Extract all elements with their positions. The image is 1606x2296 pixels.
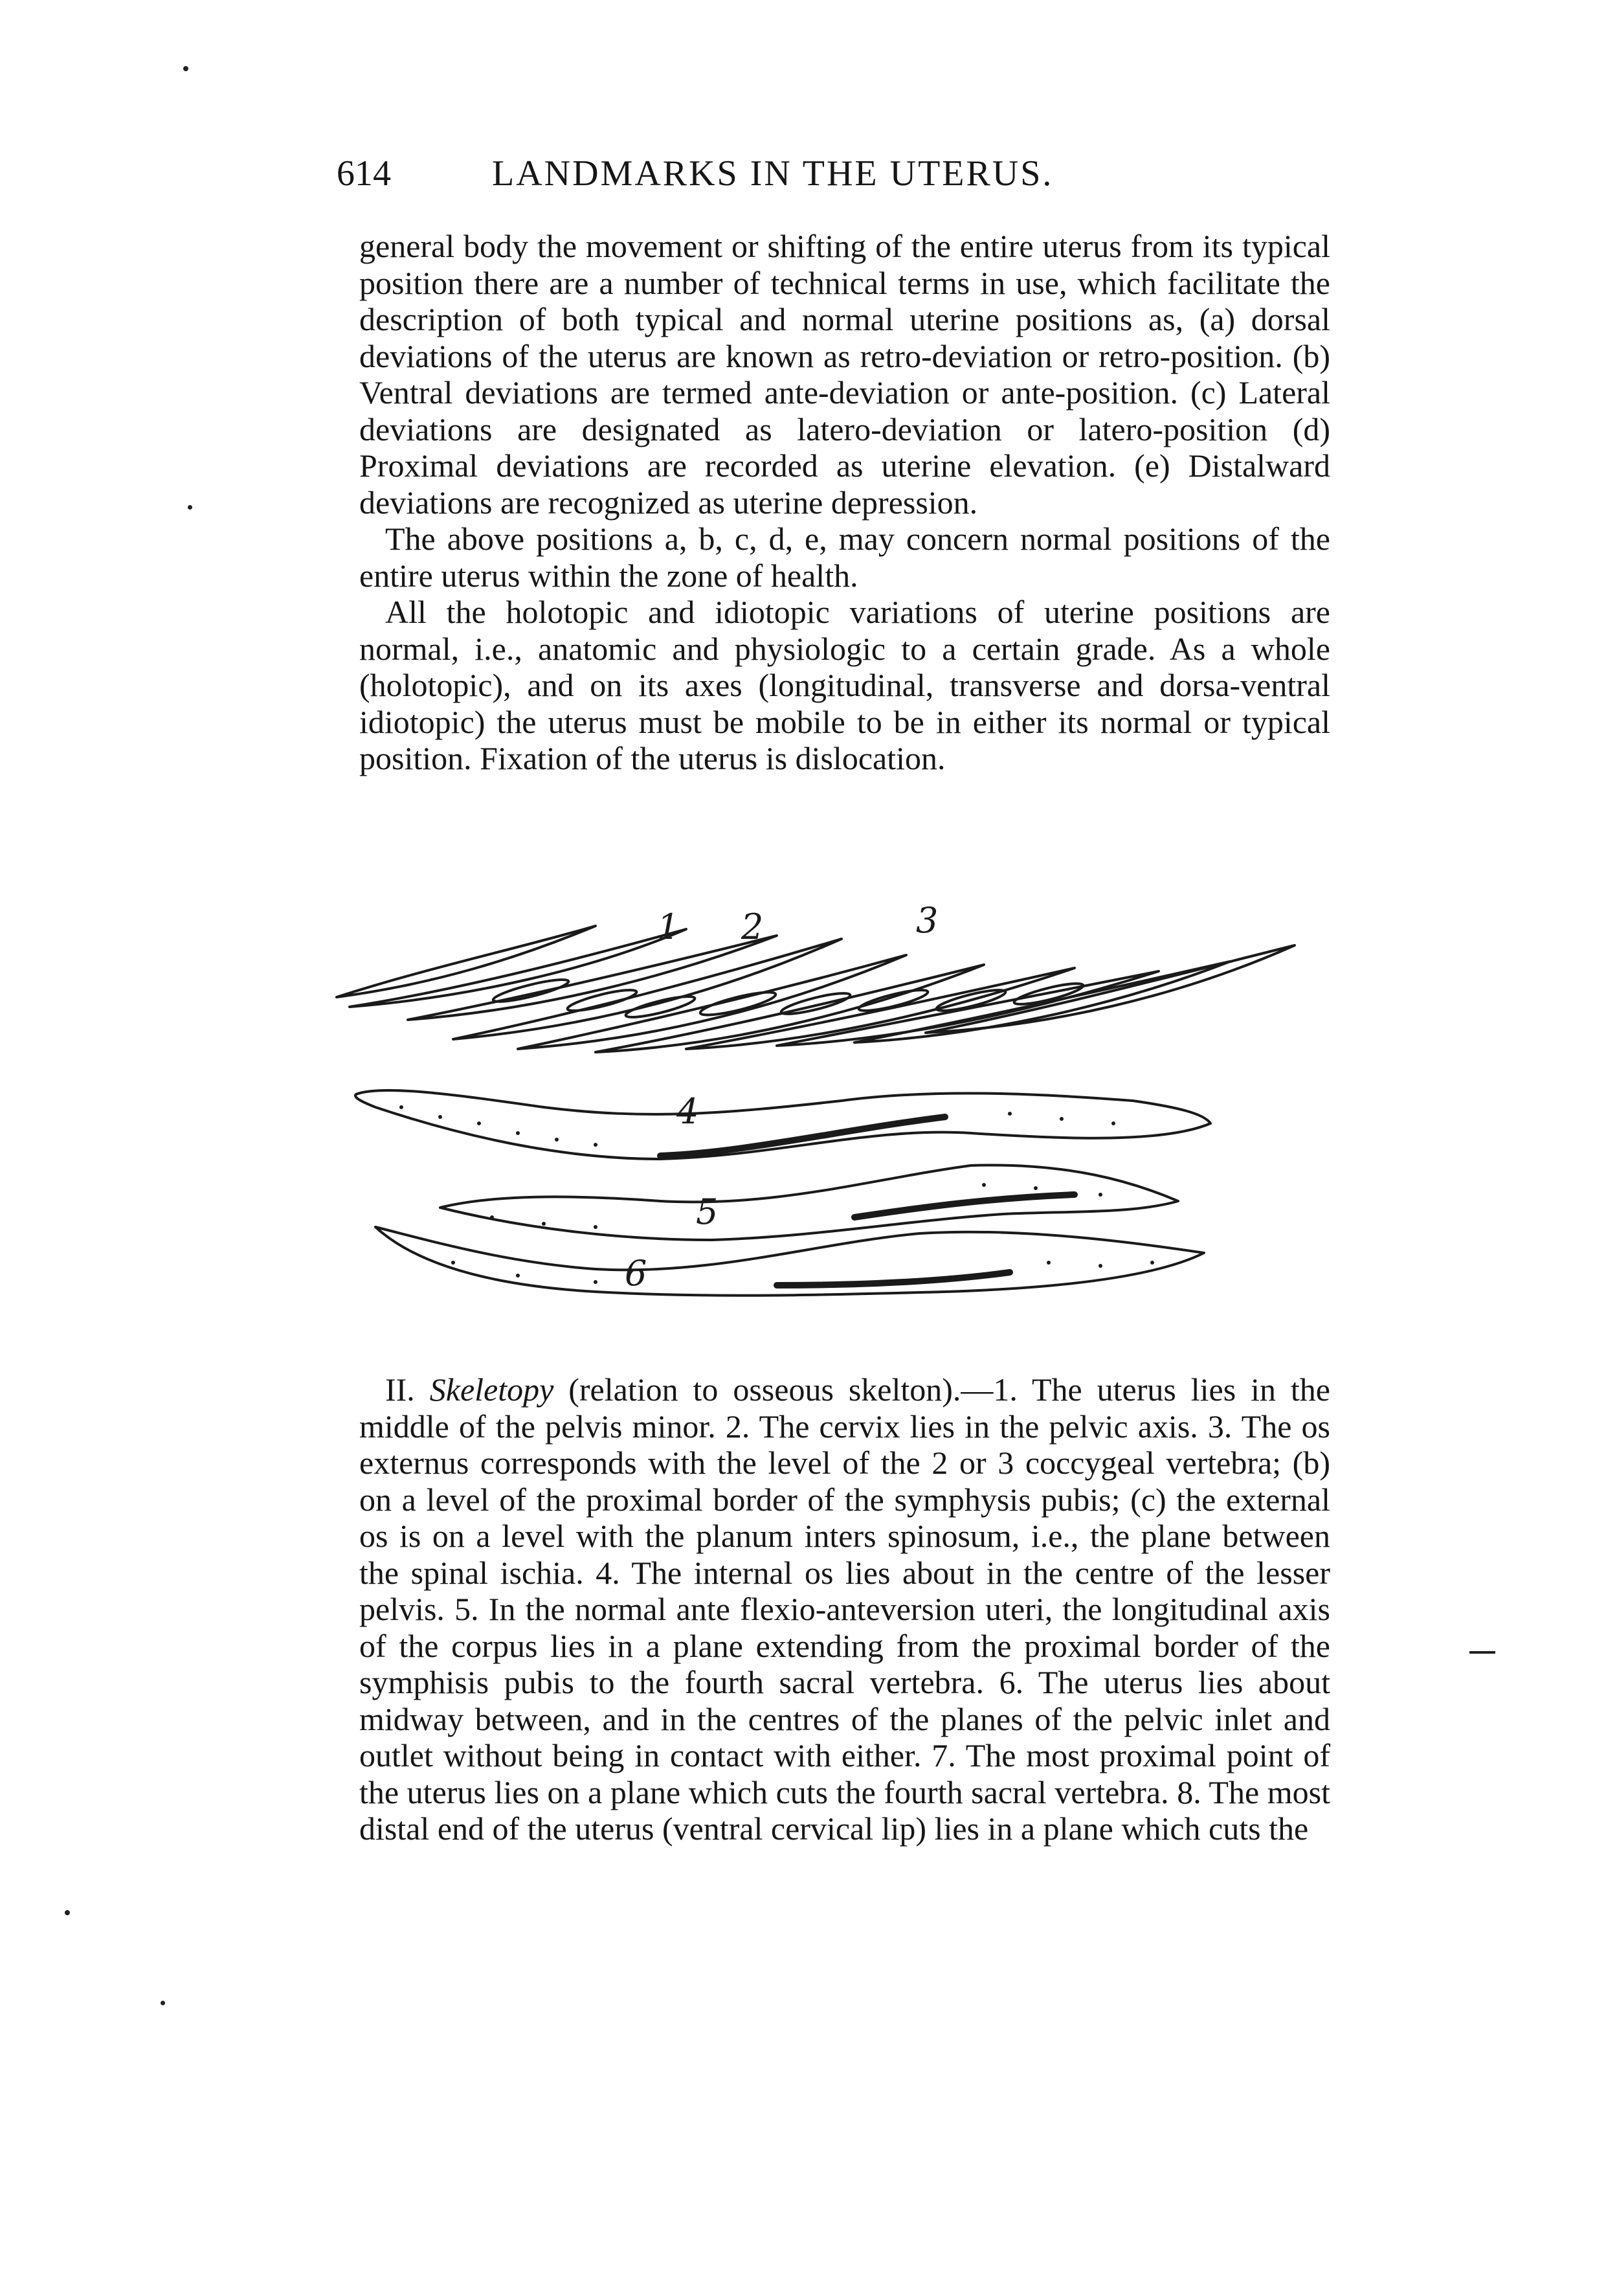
paragraph-skeletopy [359, 1371, 1330, 1847]
paragraph-normal-positions: The above positions a, b, c, d, e, may concern normal positions of the entire uterus within the zone of health. [359, 521, 1330, 594]
running-title: LANDMARKS IN THE UTERUS. [492, 153, 1054, 194]
section-body: (relation to osseous skelton).—1. The uterus lies in the middle of the pelvis minor. 2. The cervix lies in the pelvic axis. 3. The os externus corresponds with the level of the 2 or 3 coccygeal vertebra; (b) on a level of the proximal border of the symphysis pubis; (c) the external os is on a level with the planum inters spinosum, i.e., the plane between the spinal ischia. 4. The internal os lies about in the centre of the lesser pelvis. 5. In the normal ante flexio-anteversion uteri, the longitudinal axis of the corpus lies in a plane extending from the proximal border of the symphisis pubis to the fourth sacral vertebra. 6. The uterus lies about midway between, and in the centres of the planes of the pelvic inlet and outlet without being in contact with either. 7. The most proximal point of the uterus lies on a plane which cuts the fourth sacral vertebra. 8. The most distal end of the uterus (ventral cervical lip) lies in a plane which cuts the [359, 1371, 1331, 1847]
scan-speck [161, 2001, 165, 2005]
scan-mark [1469, 1651, 1495, 1654]
figure-label-5: 5 [696, 1191, 719, 1232]
paragraph-deviation-terms: general body the movement or shifting of the entire uterus from its typical position there are a number of technical terms in use, which facilitate the description of both typical and normal uterine positions as, (a) dorsal deviations of the uterus are known as retro-deviation or retro-position. (b) Ventral deviations are termed ante-deviation or ante-position. (c) Lateral deviations are designated as latero-deviation or latero-position (d) Proximal deviations are recorded as uterine elevation. (e) Distalward deviations are recognized as uterine depression. [359, 228, 1330, 521]
muscle-cell-illustration [324, 900, 1333, 1301]
figure-label-3: 3 [916, 900, 939, 941]
scan-speck [65, 1910, 70, 1915]
running-header [337, 148, 1346, 199]
figure-label-6: 6 [625, 1253, 647, 1294]
figure-label-2: 2 [741, 906, 764, 947]
figure-label-1: 1 [657, 906, 680, 947]
cell-4-outline [355, 1090, 1210, 1159]
cell-5-outline [440, 1165, 1178, 1240]
figure-label-4: 4 [676, 1091, 699, 1132]
section-number: II. [385, 1371, 415, 1408]
page-number: 614 [337, 153, 391, 194]
section-term: Skeletopy [429, 1371, 554, 1408]
cell-4-nucleus [660, 1117, 945, 1156]
top-text-block [359, 228, 1330, 777]
muscle-cell-figure [324, 900, 1333, 1301]
skeletopy-section [359, 1371, 1330, 1847]
cell-6-nucleus [777, 1272, 1010, 1285]
scan-speck [188, 505, 192, 510]
paragraph-holotopic-variations: All the holotopic and idiotopic variations of uterine positions are normal, i.e., anatomic and physiologic to a certain grade. As a whole (holotopic), and on its axes (longitudinal, transverse and dorsa-ventral idiotopic) the uterus must be mobile to be in either its normal or typical position. Fixation of the uterus is dislocation. [359, 594, 1330, 776]
scan-speck [183, 66, 188, 71]
spindle-cell [337, 926, 596, 997]
